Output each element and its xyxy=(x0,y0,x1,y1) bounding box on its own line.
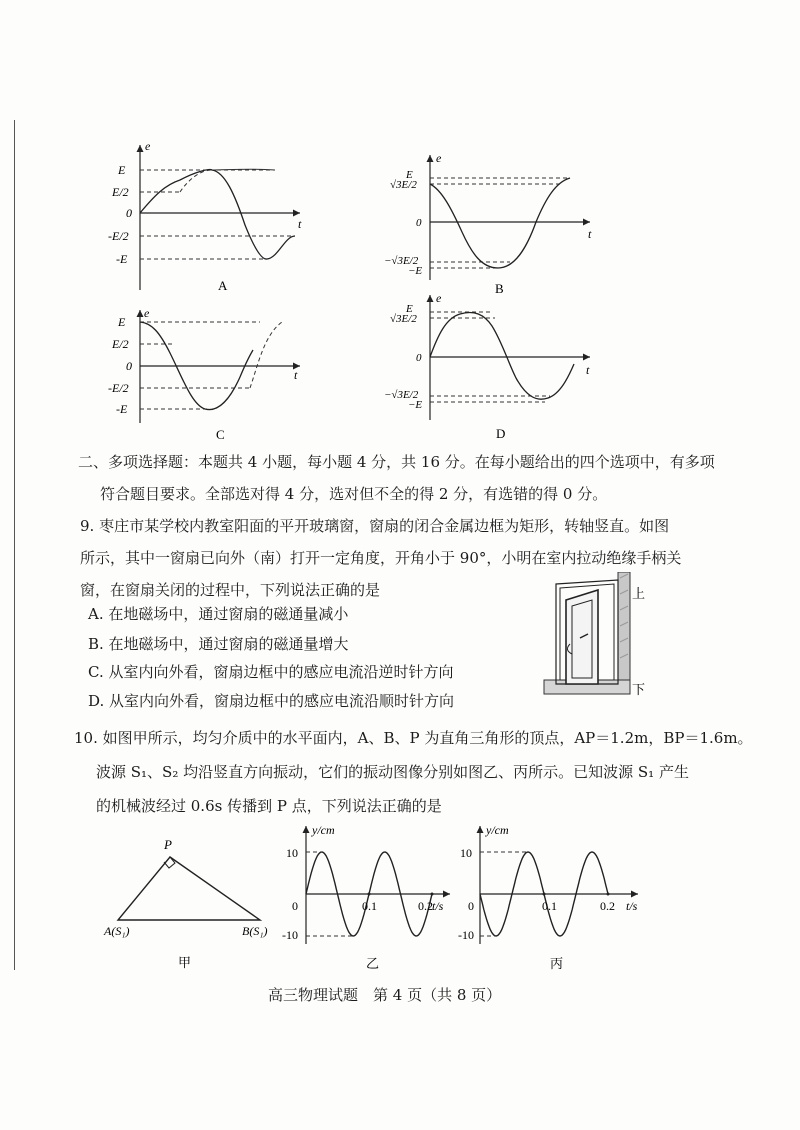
q9-line3: 窗，在窗扇关闭的过程中，下列说法正确的是 xyxy=(80,581,381,599)
yi-tick-01: 0.1 xyxy=(362,899,377,913)
q9-option-c: C. 从室内向外看，窗扇边框中的感应电流沿逆时针方向 xyxy=(88,663,454,681)
bing-caption: 丙 xyxy=(550,956,564,971)
graph-d-tick-e: E xyxy=(406,303,413,315)
graph-b-tick-e: E xyxy=(406,169,413,181)
graph-c-tick-e: E xyxy=(118,315,126,329)
graph-d-e-label: e xyxy=(436,291,442,305)
graph-d-tick-neg-e: −E xyxy=(408,399,423,411)
graph-a-caption: A xyxy=(218,278,228,293)
graph-b-e-label: e xyxy=(436,151,442,165)
q10-jia-b: B(S₁) xyxy=(242,924,268,938)
graph-a-tick-e2: E/2 xyxy=(112,185,129,199)
bing-tick-02: 0.2 xyxy=(600,899,615,913)
graph-b-tick-0: 0 xyxy=(416,217,422,229)
q10-fig-jia xyxy=(100,835,290,975)
section2-line2: 符合题目要求。全部选对得 4 分，选对但不全的得 2 分，有选错的得 0 分。 xyxy=(100,485,608,503)
graph-c-tick-e2: E/2 xyxy=(112,337,129,351)
q9-fig-down: 下 xyxy=(632,682,646,697)
q9-line1: 9. 枣庄市某学校内教室阳面的平开玻璃窗，窗扇的闭合金属边框为矩形，转轴竖直。如图 xyxy=(80,517,670,535)
q10-fig-bing xyxy=(458,818,658,974)
q10-jia-a: A(S₁) xyxy=(104,924,130,938)
q9-option-b: B. 在地磁场中，通过窗扇的磁通量增大 xyxy=(88,635,349,653)
graph-a-tick-neg-e: -E xyxy=(116,252,128,266)
graph-a-tick-e: E xyxy=(118,163,126,177)
graph-b-tick-neg-e: −E xyxy=(408,265,423,277)
yi-tick-0: 0 xyxy=(292,899,298,913)
q10-jia-caption: 甲 xyxy=(178,955,192,970)
yi-tick-neg10: -10 xyxy=(282,928,298,942)
graph-c xyxy=(100,305,330,445)
graph-d-t-label: t xyxy=(586,363,590,377)
graph-d-tick-sqrt3e2: √3E/2 xyxy=(390,313,417,325)
bing-x-tick-mark-2 xyxy=(607,893,610,896)
q9-option-a: A. 在地磁场中，通过窗扇的磁通量减小 xyxy=(88,605,349,623)
q9-fig-up: 上 xyxy=(632,586,646,601)
graph-c-tick-0: 0 xyxy=(126,359,132,373)
graph-b xyxy=(380,150,610,300)
yi-tick-10: 10 xyxy=(286,846,298,860)
graph-b-t-label: t xyxy=(588,227,592,241)
q10-line3: 的机械波经过 0.6s 传播到 P 点，下列说法正确的是 xyxy=(96,797,442,815)
q10-line1: 10. 如图甲所示，均匀介质中的水平面内，A、B、P 为直角三角形的顶点，AP＝1.2m，BP＝1.6m。 xyxy=(74,729,753,747)
graph-c-e-label: e xyxy=(144,306,150,320)
q9-option-d: D. 从室内向外看，窗扇边框中的感应电流沿顺时针方向 xyxy=(88,692,455,710)
yi-xlabel: t/s xyxy=(432,899,444,913)
page-footer: 高三物理试题 第 4 页（共 8 页） xyxy=(268,986,502,1004)
bing-ylabel: y/cm xyxy=(486,823,509,837)
bing-tick-0: 0 xyxy=(468,899,474,913)
bing-tick-01: 0.1 xyxy=(542,899,557,913)
yi-caption: 乙 xyxy=(366,956,380,971)
bing-x-tick-mark-1 xyxy=(543,893,546,896)
graph-c-tick-neg-e2: -E/2 xyxy=(108,381,129,395)
graph-d-tick-0: 0 xyxy=(416,352,422,364)
graph-d xyxy=(380,290,610,445)
yi-tick-02: 0.2 xyxy=(418,899,433,913)
section2-line1: 二、多项选择题：本题共 4 小题，每小题 4 分，共 16 分。在每小题给出的四个选项中，有多项 xyxy=(78,453,715,471)
graph-a-t-label: t xyxy=(298,217,302,231)
graph-d-tick-neg-sqrt3e2: −√3E/2 xyxy=(384,389,419,401)
graph-b-caption: B xyxy=(495,281,504,296)
graph-c-caption: C xyxy=(216,427,225,442)
q10-fig-yi xyxy=(280,818,465,974)
graph-c-tick-neg-e: -E xyxy=(116,402,128,416)
graph-c-t-label: t xyxy=(294,368,298,382)
graph-a-tick-neg-e2: -E/2 xyxy=(108,229,129,243)
graph-b-tick-sqrt3e2: √3E/2 xyxy=(390,179,417,191)
q9-window-figure xyxy=(540,572,650,702)
q10-line2: 波源 S₁、S₂ 均沿竖直方向振动，它们的振动图像分别如图乙、丙所示。已知波源 S₁ 产生 xyxy=(96,763,689,781)
yi-x-tick-mark-1 xyxy=(368,893,371,896)
bing-tick-neg10: -10 xyxy=(458,928,474,942)
q10-jia-p: P xyxy=(164,837,172,852)
graph-a xyxy=(100,140,330,300)
graph-d-caption: D xyxy=(496,426,506,441)
yi-x-tick-mark-2 xyxy=(431,893,434,896)
bing-tick-10: 10 xyxy=(460,846,472,860)
yi-ylabel: y/cm xyxy=(312,823,335,837)
graph-a-tick-0: 0 xyxy=(126,206,132,220)
bing-xlabel: t/s xyxy=(626,899,638,913)
graph-b-tick-neg-sqrt3e2: −√3E/2 xyxy=(384,255,419,267)
q9-line2: 所示，其中一窗扇已向外（南）打开一定角度，开角小于 90°，小明在室内拉动绝缘手柄关 xyxy=(80,549,682,567)
graph-a-e-label: e xyxy=(145,140,151,153)
margin-rule xyxy=(14,120,15,970)
